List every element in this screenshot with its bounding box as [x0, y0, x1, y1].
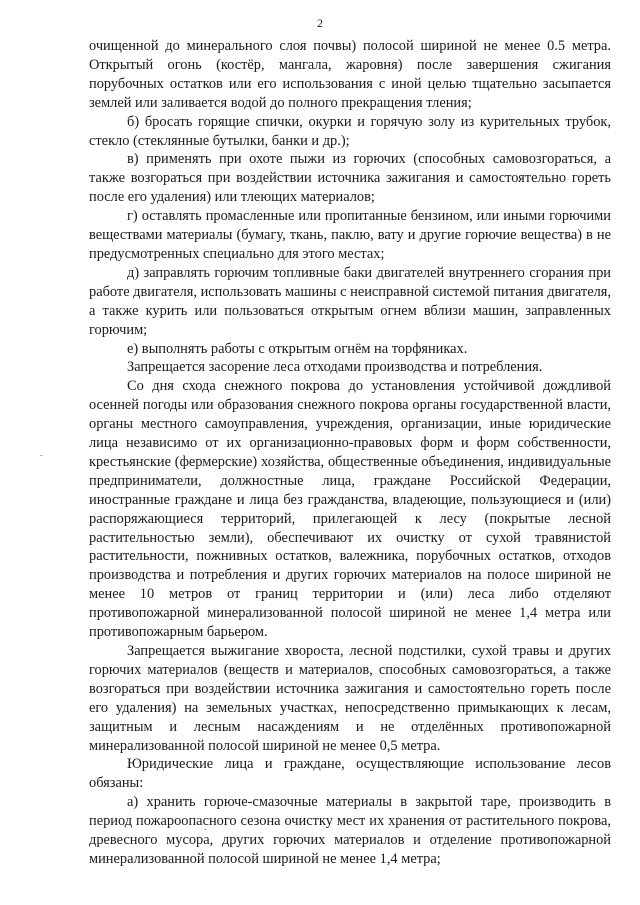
paragraph-clearing-duty: Со дня схода снежного покрова до установления устойчивой дождливой осенней погоды или образования снежного покрова органы государственной власти, органы местного самоуправления, учреждения, организации, иные юридические лица независимо от их организационно-правовых форм и форм собственности, крестьянские (фермерские) хозяйства, общественные объединения, индивидуальные предприниматели, должностные лица, граждане Российской Федерации, иностранные граждане и лица без гражданства, владеющие, пользующиеся и (или) распоряжающиеся территорий, прилегающей к лесу (покрытые лесной растительностью земли), обеспечивают их очистку от сухой травянистой растительности, пожнивных остатков, валежника, порубочных остатков, отходов производства и потребления и других горючих материалов на полосе шириной не менее 10 метров от границ территории и (или) леса либо отделяют противопожарной минерализованной полосой шириной не менее 1,4 метра или противопожарным барьером. — [89, 378, 611, 641]
paragraph-item-d: д) заправлять горючим топливные баки двигателей внутреннего сгорания при работе двигателя, использовать машины с неисправной системой питания двигателя, а также курить или пользоваться открытым огнем вблизи машин, заправленных горючим; — [89, 264, 612, 338]
paragraph-item-b: б) бросать горящие спички, окурки и горячую золу из курительных трубок, стекло (стеклянные бутылки, банки и др.); — [89, 113, 611, 149]
paragraph-item-g: г) оставлять промасленные или пропитанные бензином, или иными горючими веществами материалы (бумагу, ткань, паклю, вату и другие горючие вещества) в не предусмотренных специально для этого местах; — [89, 208, 611, 262]
margin-mark — [40, 455, 43, 456]
paragraph-waste-ban: Запрещается засорение леса отходами производства и потребления. — [127, 359, 543, 376]
bottom-mark — [204, 829, 207, 830]
paragraph-item-v: в) применять при охоте пыжи из горючих (способных самовозгораться, а также возгораться при воздействии источника зажигания и самостоятельно гореть после его удаления) или тлеющих материалов; — [89, 151, 611, 206]
paragraph-continuation: очищенной до минерального слоя почвы) полосой шириной не менее 0.5 метра. Открытый огонь (костёр, мангала, жаровня) после завершения сжигания порубочных остатков или его использования с иной целью тщательно засыпается землей или заливается водой до полного прекращения тления; — [89, 38, 611, 111]
paragraph-item-e: е) выполнять работы с открытым огнём на торфяниках. — [127, 340, 468, 357]
paragraph-burning-ban: Запрещается выжигание хвороста, лесной подстилки, сухой травы и других горючих материалов (веществ и материалов, способных самовозгораться, а также возгораться при воздействии источника зажигания и самостоятельно гореть после его удаления) на земельных участках, непосредственно примыкающих к лесам, защитным и лесным насаждениям и не отделённых противопожарной минерализованной полосой шириной не менее 0,5 метра. — [89, 643, 611, 754]
paragraph-obligations-intro: Юридические лица и граждане, осуществляющие использование лесов обязаны: — [89, 756, 611, 792]
paragraph-obligation-a: а) хранить горюче-смазочные материалы в закрытой таре, производить в период пожароопасного сезона очистку мест их хранения от растительного покрова, древесного мусора, других горючих материалов и отделение противопожарной минерализованной полосой шириной не менее 1,4 метра; — [89, 794, 611, 867]
page-number: 2 — [317, 16, 323, 30]
document-body — [89, 37, 611, 869]
